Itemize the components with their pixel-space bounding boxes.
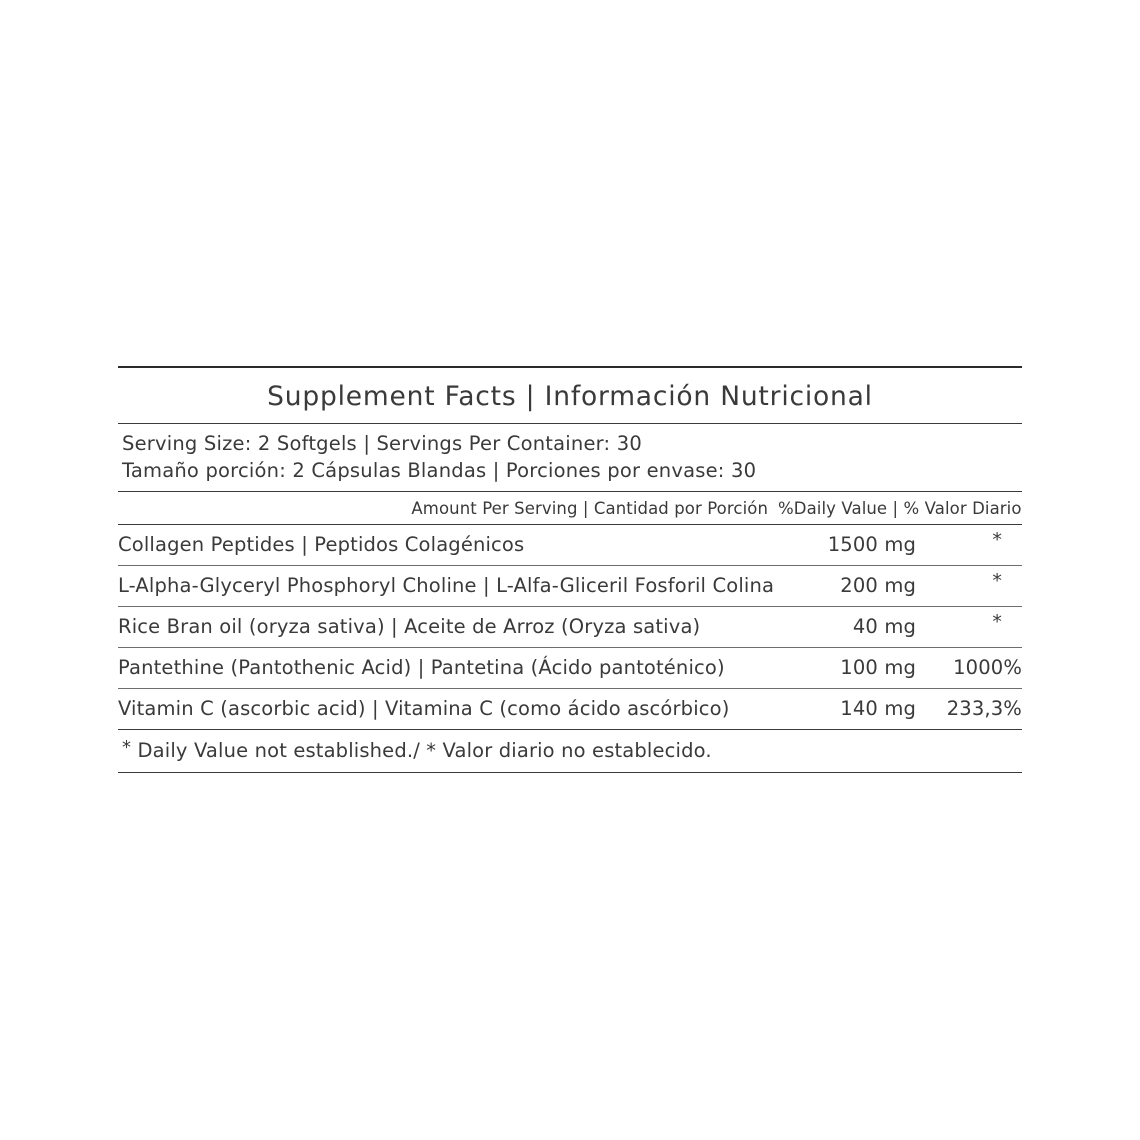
table-row xyxy=(118,688,1022,729)
supplement-facts-panel xyxy=(118,366,1022,773)
daily-value-text: * xyxy=(992,528,1002,551)
daily-value-text: * xyxy=(992,569,1002,592)
nutrient-name: Collagen Peptides | Peptidos Colagénicos xyxy=(118,532,525,556)
nutrient-daily-value xyxy=(916,525,1022,566)
nutrient-daily-value xyxy=(916,565,1022,606)
nutrient-amount: 200 mg xyxy=(778,565,916,606)
nutrient-daily-value: 233,3% xyxy=(916,688,1022,729)
bottom-divider xyxy=(118,772,1022,773)
table-row xyxy=(118,647,1022,688)
nutrition-table xyxy=(118,525,1022,729)
nutrient-name: Vitamin C (ascorbic acid) | Vitamina C (como ácido ascórbico) xyxy=(118,688,778,729)
amount-per-serving-header: Amount Per Serving | Cantidad por Porción xyxy=(411,498,768,518)
column-headers xyxy=(118,492,1022,524)
table-row xyxy=(118,606,1022,647)
serving-size-en: Serving Size: 2 Softgels | Servings Per Container: 30 xyxy=(122,432,642,455)
page-title: Supplement Facts | Información Nutricional xyxy=(267,381,873,412)
table-row xyxy=(118,565,1022,606)
serving-info xyxy=(118,424,1022,491)
table-row xyxy=(118,525,1022,566)
footnote-text: Daily Value not established./ * Valor diario no establecido. xyxy=(137,738,712,762)
nutrient-amount: 140 mg xyxy=(778,688,916,729)
daily-value-header: %Daily Value | % Valor Diario xyxy=(778,498,1022,518)
nutrient-daily-value xyxy=(916,606,1022,647)
nutrient-name: Rice Bran oil (oryza sativa) | Aceite de Arroz (Oryza sativa) xyxy=(118,606,778,647)
asterisk-icon: * xyxy=(122,736,132,758)
footnote xyxy=(118,730,1022,772)
daily-value-text: * xyxy=(992,610,1002,633)
serving-size-es: Tamaño porción: 2 Cápsulas Blandas | Porciones por envase: 30 xyxy=(122,458,757,482)
nutrient-name: L-Alpha-Glyceryl Phosphoryl Choline | L-Alfa-Gliceril Fosforil Colina xyxy=(118,565,778,606)
nutrient-amount: 100 mg xyxy=(778,647,916,688)
nutrient-daily-value: 1000% xyxy=(916,647,1022,688)
nutrient-name: Pantethine (Pantothenic Acid) | Pantetina (Ácido pantoténico) xyxy=(118,647,778,688)
nutrient-amount: 1500 mg xyxy=(827,532,916,556)
nutrient-amount: 40 mg xyxy=(778,606,916,647)
